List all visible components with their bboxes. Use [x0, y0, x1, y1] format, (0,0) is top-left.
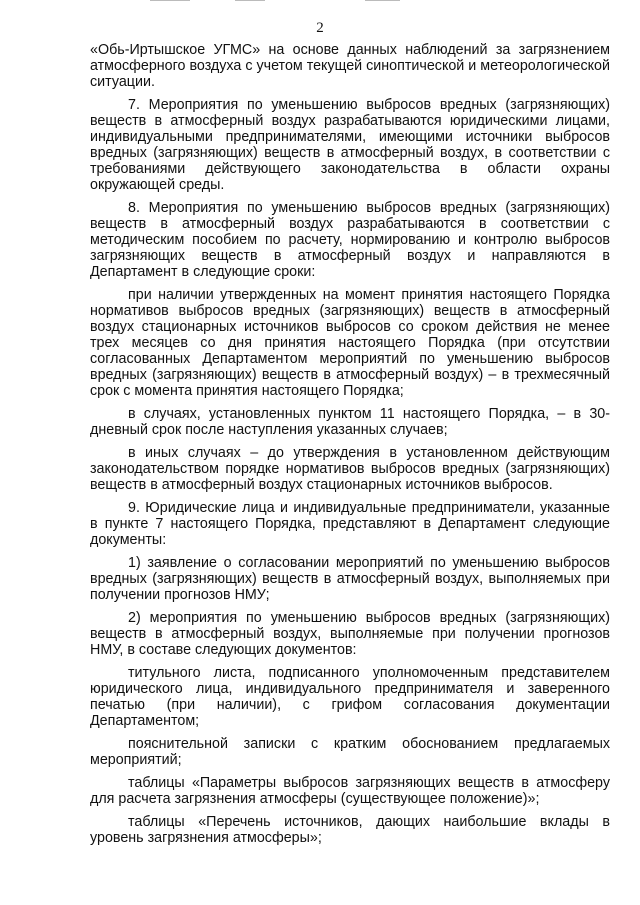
paragraph-subitem-2: 2) мероприятия по уменьшению выбросов вредных (загрязняющих) веществ в атмосферный воздух, выполняемые при получении прогнозов НМУ, в составе следующих документов: [90, 610, 610, 658]
paragraph-deadline-1: при наличии утвержденных на момент принятия настоящего Порядка нормативов выбросов вредных (загрязняющих) веществ в атмосферный воздух стационарных источников выбросов со сроком действия не менее трех месяцев со дня принятия настоящего Порядка (при отсутствии согласованных Департаментом мероприятий по уменьшению выбросов вредных (загрязняющих) веществ в атмосферный воздух) – в трехмесячный срок с момента принятия настоящего Порядка; [90, 287, 610, 399]
paragraph-document-emission-table: таблицы «Параметры выбросов загрязняющих веществ в атмосферу для расчета загрязнения атмосферы (существующее положение)»; [90, 775, 610, 807]
paragraph-document-explanatory-note: пояснительной записки с кратким обоснованием предлагаемых мероприятий; [90, 736, 610, 768]
paragraph-item-8: 8. Мероприятия по уменьшению выбросов вредных (загрязняющих) веществ в атмосферный воздух разрабатываются в соответствии с методическим пособием по расчету, нормированию и контролю выбросов загрязняющих веществ в атмосферный воздух и направляются в Департамент в следующие сроки: [90, 200, 610, 280]
paragraph-subitem-1: 1) заявление о согласовании мероприятий по уменьшению выбросов вредных (загрязняющих) веществ в атмосферный воздух, выполняемых при получении прогнозов НМУ; [90, 555, 610, 603]
paragraph-item-7: 7. Мероприятия по уменьшению выбросов вредных (загрязняющих) веществ в атмосферный воздух разрабатываются юридическими лицами, индивидуальными предпринимателями, имеющими источники выбросов вредных (загрязняющих) веществ в атмосферный воздух, в соответствии с требованиями действующего законодательства в области охраны окружающей среды. [90, 97, 610, 193]
scan-artifacts [140, 0, 400, 2]
paragraph-deadline-2: в случаях, установленных пунктом 11 настоящего Порядка, – в 30-дневный срок после наступления указанных случаев; [90, 406, 610, 438]
paragraph-deadline-3: в иных случаях – до утверждения в установленном действующим законодательством порядке нормативов выбросов вредных (загрязняющих) веществ в атмосферный воздух стационарных источников выбросов. [90, 445, 610, 493]
paragraph-document-sources-table: таблицы «Перечень источников, дающих наибольшие вклады в уровень загрязнения атмосферы»; [90, 814, 610, 846]
document-body [90, 42, 610, 853]
paragraph-continuation: «Обь-Иртышское УГМС» на основе данных наблюдений за загрязнением атмосферного воздуха с учетом текущей синоптической и метеорологической ситуации. [90, 42, 610, 90]
paragraph-document-title-sheet: титульного листа, подписанного уполномоченным представителем юридического лица, индивидуального предпринимателя и заверенного печатью (при наличии), с грифом согласования документации Департаментом; [90, 665, 610, 729]
page-number: 2 [316, 20, 324, 36]
paragraph-item-9: 9. Юридические лица и индивидуальные предприниматели, указанные в пункте 7 настоящего Порядка, представляют в Департамент следующие документы: [90, 500, 610, 548]
